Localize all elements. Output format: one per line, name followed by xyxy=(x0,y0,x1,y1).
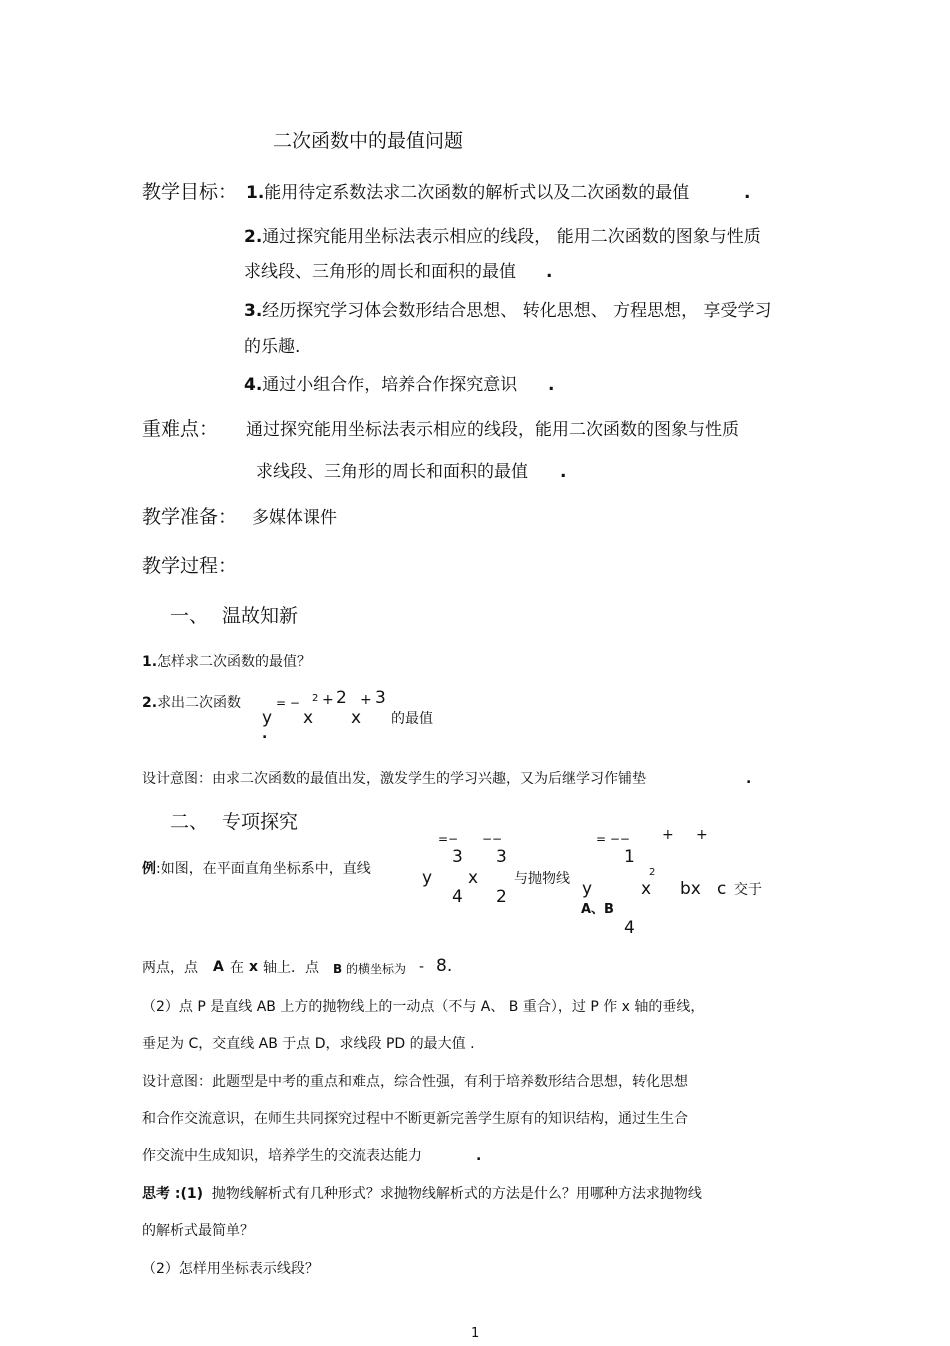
objective-2-end: . xyxy=(546,262,553,282)
parabola-ab: A、B xyxy=(581,902,614,917)
parabola-four: 4 xyxy=(624,918,635,938)
key-points-end: . xyxy=(560,462,567,482)
parabola-plus1: + xyxy=(662,827,674,843)
parabola-c: c xyxy=(717,879,727,899)
neg-sign: - xyxy=(419,959,425,975)
section1-q2-text: 求出二次函数 xyxy=(157,695,242,711)
section1-q1-num: 1. xyxy=(142,654,158,670)
point-b: B xyxy=(333,962,343,976)
objective-2-text1: 通过探究能用坐标法表示相应的线段， 能用二次函数的图象与性质 xyxy=(262,227,761,247)
formula-three: 3 xyxy=(375,688,386,708)
formula-eq: = − xyxy=(276,696,300,710)
point-a: A xyxy=(213,959,224,975)
prep-label: 教学准备： xyxy=(142,506,238,528)
formula-plus2: + xyxy=(360,692,372,708)
section1-q2-num: 2. xyxy=(142,695,158,711)
parabola-y: y xyxy=(582,879,593,899)
parabola-bx: bx xyxy=(680,879,701,899)
think-2: （2）怎样用坐标表示线段？ xyxy=(142,1261,319,1277)
page-title: 二次函数中的最值问题 xyxy=(273,130,464,152)
objective-1-end: . xyxy=(744,183,751,203)
value-eight: 8. xyxy=(436,956,453,976)
section1-q1 xyxy=(142,655,311,669)
objective-2-line2: 求线段、三角形的周长和面积的最值 xyxy=(244,262,516,282)
key-points-line2: 求线段、三角形的周长和面积的最值 xyxy=(256,462,528,482)
parabola-x: x xyxy=(641,879,652,899)
objective-4-num: 4. xyxy=(244,375,263,395)
section1-q2 xyxy=(142,696,241,710)
section2-design-end: . xyxy=(476,1148,482,1164)
section1-design-end: . xyxy=(746,771,752,787)
question2-line2: 垂足为 C，交直线 AB 于点 D，求线段 PD 的最大值 . xyxy=(142,1036,475,1052)
parabola-sup: 2 xyxy=(649,867,656,878)
line-n2: 3 xyxy=(496,847,507,867)
key-points-label: 重难点： xyxy=(142,418,219,440)
section1-num: 一、 xyxy=(170,605,209,627)
line-eq: =− xyxy=(438,832,459,846)
formula-sup: 2 xyxy=(312,693,319,704)
example-line2-c: 轴上．点 xyxy=(263,960,319,976)
formula-y: y xyxy=(262,708,273,728)
formula-plus1: + xyxy=(322,692,334,708)
objective-3-line1 xyxy=(244,303,772,320)
parabola-plus2: + xyxy=(696,827,708,843)
line-x: x xyxy=(468,868,479,888)
objective-4 xyxy=(244,377,517,394)
section2-heading: 专项探究 xyxy=(222,811,299,833)
section2-design-line2: 和合作交流意识，在师生共同探究过程中不断更新完善学生原有的知识结构，通过生生合 xyxy=(142,1111,688,1127)
objective-1-text: 能用待定系数法求二次函数的解析式以及二次函数的最值 xyxy=(264,183,690,203)
example-line2-a: 两点，点 xyxy=(142,960,198,976)
objective-2-line1 xyxy=(244,229,761,246)
parabola-eq: = −− xyxy=(596,832,630,846)
think-1 xyxy=(142,1187,702,1201)
formula-two: 2 xyxy=(336,688,347,708)
example-mid: 与抛物线 xyxy=(514,871,570,887)
formula-x2: x xyxy=(351,708,362,728)
example-pre: :如图，在平面直角坐标系中，直线 xyxy=(156,861,371,877)
formula-x1: x xyxy=(303,708,314,728)
example-intersect: 交于 xyxy=(734,882,762,898)
example-intro xyxy=(142,862,371,876)
objective-2-num: 2. xyxy=(244,227,263,247)
page-number: 1 xyxy=(471,1326,480,1341)
section1-design: 设计意图：由求二次函数的最值出发，激发学生的学习兴趣，又为后继学习作铺垫 xyxy=(142,771,646,787)
key-points-line1: 通过探究能用坐标法表示相应的线段，能用二次函数的图象与性质 xyxy=(246,420,739,440)
x-axis-letter: x xyxy=(249,959,259,975)
objective-3-text1: 经历探究学习体会数形结合思想、 转化思想、 方程思想， 享受学习 xyxy=(262,301,772,321)
objective-1-num: 1. xyxy=(246,183,265,203)
line-d1: 4 xyxy=(452,887,463,907)
think-1-text: 抛物线解析式有几种形式？求抛物线解析式的方法是什么？用哪种方法求抛物线 xyxy=(211,1186,702,1202)
line-d2: 2 xyxy=(496,887,507,907)
objective-3-num: 3. xyxy=(244,301,263,321)
think-label: 思考 :(1) xyxy=(142,1186,204,1202)
think-1-cont: 的解析式最简单？ xyxy=(142,1223,254,1239)
example-line2-d: 的横坐标为 xyxy=(346,962,407,976)
objectives-label: 教学目标： xyxy=(142,181,238,203)
section1-heading: 温故知新 xyxy=(222,605,299,627)
process-label: 教学过程： xyxy=(142,555,238,577)
objective-4-end: . xyxy=(548,375,555,395)
objective-4-text: 通过小组合作，培养合作探究意识 xyxy=(262,375,518,395)
section2-design-line1: 设计意图：此题型是中考的重点和难点，综合性强，有利于培养数形结合思想，转化思想 xyxy=(142,1074,688,1090)
question2-line1: （2）点 P 是直线 AB 上方的抛物线上的一动点（不与 A、 B 重合），过 P 作 x 轴的垂线， xyxy=(142,999,705,1015)
prep-value: 多媒体课件 xyxy=(252,508,337,528)
formula-dot: . xyxy=(262,726,268,742)
objective-1 xyxy=(246,185,689,202)
section1-q2-post: 的最值 xyxy=(391,711,433,727)
parabola-one: 1 xyxy=(624,847,635,867)
line-y: y xyxy=(422,868,433,888)
line-n1: 3 xyxy=(452,847,463,867)
section2-num: 二、 xyxy=(170,811,209,833)
line-minus: −− xyxy=(482,832,503,846)
section2-design-line3: 作交流中生成知识，培养学生的交流表达能力 xyxy=(142,1148,422,1164)
section1-q1-text: 怎样求二次函数的最值？ xyxy=(157,654,312,670)
objective-3-line2: 的乐趣. xyxy=(244,337,301,357)
example-line2-b: 在 xyxy=(230,960,244,976)
example-label: 例 xyxy=(142,861,156,877)
